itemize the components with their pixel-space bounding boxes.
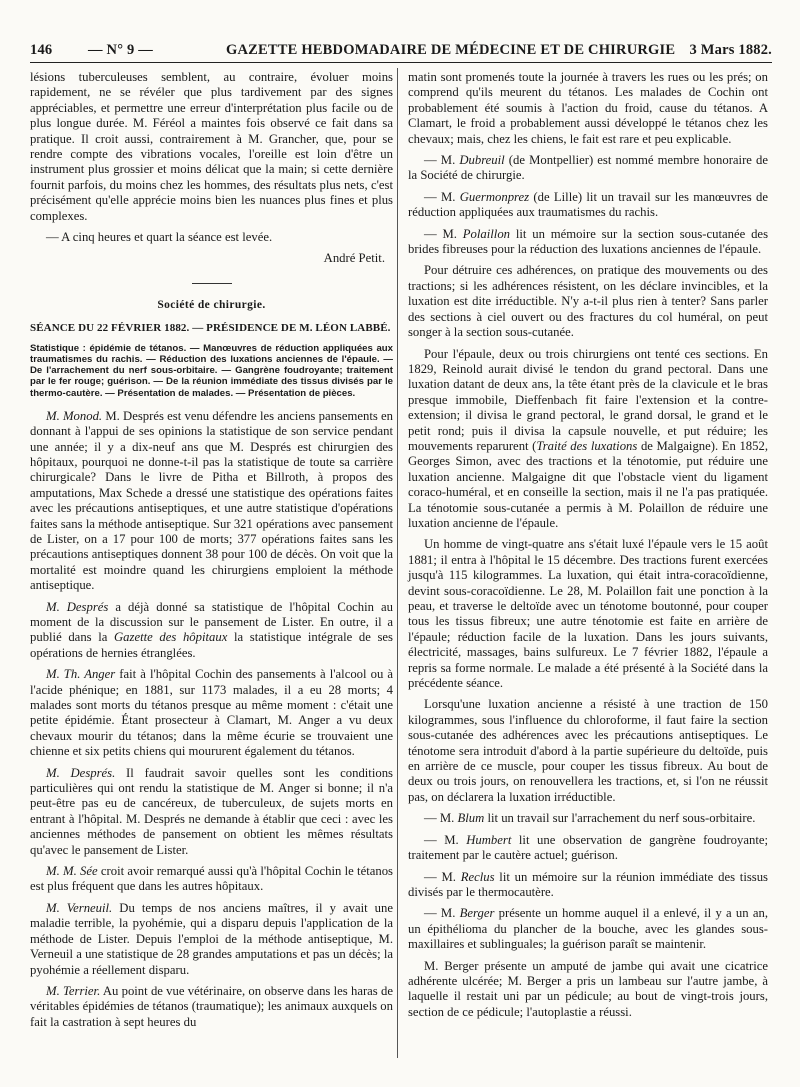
paragraph: — M. Dubreuil (de Montpellier) est nommé membre honoraire de la Société de chirurgie. xyxy=(408,153,769,183)
speaker-name: M. Després xyxy=(46,599,109,614)
paragraph: Lorsqu'une luxation ancienne a résisté à une traction de 150 kilogrammes, sous l'influence du chloroforme, il faut faire la section sous-cutanée des adhérences avec les précautions antiseptiques. Le ténotome sera introduit d'abord à la partie supérieure du deltoïde, puis en arrière de ce muscle, pour couper les tissus fibreux. Au bout de deux ou trois jours, on renouvellera les tractions, et, si l'on ne réussit pas, on déclarera la luxation irréductible. xyxy=(408,697,768,804)
speaker-name: M. M. Sée xyxy=(46,864,98,879)
paragraph: M. Després. Il faudrait savoir quelles sont les conditions particulières qui ont rendu la statistique de M. Anger si bonne; il n'a peut-être pas eu de cancéreux, de tuberculeux, de sujets morts en entrant à l'hôpital. M. Després ne demande à établir que ceci : avec les anciennes méthodes de pansement on obtient les mêmes résultats qu'avec le pansement de Lister. xyxy=(30,765,393,857)
paragraph: matin sont promenés toute la journée à travers les rues ou les prés; on comprend qu'ils meurent du tétanos. Les malades de Cochin ont probablement été soumis à l'action du froid, cause du tétanos. A Clamart, le froid a probablement aussi développé le tétanos chez les chevaux; mais, chez les chiens, le fait est rare et peu explicable. xyxy=(408,70,768,146)
paragraph: lésions tuberculeuses semblent, au contraire, évoluer moins rapidement, ne se révéler que plus tardivement par des signes appréciables, et permettre une erreur d'interprétation plus facile ou de plus longue durée. M. Féréol a maintes fois observé ce fait dans sa pratique. Il croit aussi, contrairement à M. Grancher, que, pour se rendre compte des vibrations vocales, l'oreille est loin d'être un instrument plus grossier et moins délicat que la main; si cette dernière fournit parfois, du moins chez les hommes, des résultats plus nets, c'est précisément qu'elle apprécie moins bien les nuances plus fines et plus complexes. xyxy=(30,70,393,223)
paragraph: Pour l'épaule, deux ou trois chirurgiens ont tenté ces sections. En 1829, Reinold aurait divisé le tendon du grand pectoral. Dans une luxation datant de deux ans, la tête étant près de la clavicule et le bras presque immobile, Dieffenbach fit faire l'extension et la contre-extension; il divisa le grand pectoral, le grand dorsal, le grand et le petit rond; puis il divisa la capsule nouvelle, et put réduire; les mouvements reparurent (Traité des luxations de Malgaigne). En 1852, Georges Simon, avec des tractions et la ténotomie, put réduire une luxation ancienne. Malgaigne dit que l'obstacle vient du ligament coraco-huméral, et en conseille la section, mais il ne l'a pas pratiquée. La ténotomie sous-cutanée a permis à M. Polaillon de réduire une luxation ancienne de l'épaule. xyxy=(408,346,768,530)
paragraph: — M. Guermonprez (de Lille) lit un travail sur les manœuvres de réduction appliquées aux traumatismes du rachis. xyxy=(408,189,768,220)
session-heading: SÉANCE DU 22 FÉVRIER 1882. — PRÉSIDENCE DE M. LÉON LABBÉ. xyxy=(30,322,391,335)
paragraph: Un homme de vingt-quatre ans s'était luxé l'épaule vers le 15 août 1881; il entra à l'hôpital le 15 décembre. Des tractions furent exercées jusqu'à 115 kilogrammes. La luxation, qui était intra-coracoïdienne, devint sous-coracoïdienne. Le 28, M. Polaillon fait une ponction à la peau, et traverse le deltoïde avec un ténotome boutonné, pour couper tous les tissus fibreux; une autre ténotomie est faite en arrière de l'épaule; réduction facile de la luxation. Dans les jours suivants, électricité, massages, bains sulfureux. Le 7 février 1882, l'épaule a repris sa forme normale. Le malade a été présenté à la Société dans la précédente séance. xyxy=(408,537,768,691)
column-divider xyxy=(397,68,398,1058)
issue-number: — N° 9 — xyxy=(88,42,153,58)
paragraph: — M. Humbert lit une observation de gangrène foudroyante; traitement par le cautère actuel; guérison. xyxy=(408,832,768,863)
speaker-name: M. Monod. xyxy=(46,408,103,423)
paragraph: — M. Reclus lit un mémoire sur la réunion immédiate des tissus divisés par le thermocautère. xyxy=(408,869,768,899)
paragraph: M. Monod. M. Després est venu défendre les anciens pansements en donnant à l'appui de ses opinions la statistique de son service pendant une année; il y a dix-neuf ans que M. Després est chirurgien des hôpitaux, pourquoi ne donne-t-il pas la statistique de toute sa carrière chirurgicale? Dans le livre de Pitha et Billroth, à propos des amputations, Max Schede a dressé une statistique des opérations faites avec les précautions antiseptiques, et une autre statistique d'opérations faites sans la méthode antiseptique. Sur 321 opérations avec pansement de Lister, on a 17 pour 100 de morts; 377 opérations faites sans les précautions antiseptiques donnent 38 pour 100 de décès. On voit que la mortalité est moindre quand les chirurgiens emploient la méthode antiseptique. xyxy=(30,408,394,593)
page-number: 146 xyxy=(30,42,53,58)
paragraph: — M. Blum lit un travail sur l'arrachement du nerf sous-orbitaire. xyxy=(424,811,756,826)
speaker-name: M. Terrier. xyxy=(46,983,101,998)
paragraph: — M. Polaillon lit un mémoire sur la section sous-cutanée des brides fibreuses pour la réduction des luxations anciennes de l'épaule. xyxy=(408,226,769,257)
section-heading: Société de chirurgie. xyxy=(157,298,266,311)
speaker-name: Dubreuil xyxy=(459,153,505,168)
paragraph: M. Berger présente un amputé de jambe qui avait une cicatrice adhérente ulcérée; M. Berger a pris un lambeau sur l'autre jambe, à laquelle il restait uni par un pédicule; au bout de vingt-trois jours, section de ce pédicule; l'autoplastie a réussi. xyxy=(408,958,768,1019)
paragraph: M. Th. Anger fait à l'hôpital Cochin des pansements à l'alcool ou à l'acide phénique; en 1881, sur 1173 malades, il a eu 28 morts; 4 malades sont morts du tétanos presque au même moment : c'était une petite épidémie. Étant prosecteur à Clamart, M. Anger a vu deux chevaux mourir du tétanos; dans la même écurie se trouvaient une chienne et six petits chiens qui moururent également du tétanos. xyxy=(30,667,394,759)
paragraph: M. Després a déjà donné sa statistique de l'hôpital Cochin au moment de la discussion sur le pansement de Lister. En outre, il a publié dans la Gazette des hôpitaux la statistique intégrale de ses opérations de hernies étranglées. xyxy=(30,599,394,660)
speaker-name: Blum xyxy=(457,811,485,826)
journal-title: GAZETTE HEBDOMADAIRE DE MÉDECINE ET DE CHIRURGIE xyxy=(226,42,676,58)
session-summary: Statistique : épidémie de tétanos. — Manœuvres de réduction appliquées aux traumatismes du rachis. — Réduction des luxations anciennes de l'épaule. — De l'arrachement du nerf sous-orbitaire. — Gangrène foudroyante; traitement par le fer rouge; guérison. — De la réunion immédiate des tissus divisés par le thermo-cautère. — Présentation de malades. — Présentation de pièces. xyxy=(30,342,393,399)
paragraph: — A cinq heures et quart la séance est levée. xyxy=(46,230,273,245)
signature: André Petit. xyxy=(323,251,385,266)
speaker-name: Berger xyxy=(459,906,495,921)
paragraph: M. Terrier. Au point de vue vétérinaire, on observe dans les haras de véritables épidémies de tétanos (traumatique); les animaux auxquels on fait la castration à sept heures du xyxy=(30,983,393,1029)
page-header xyxy=(30,38,772,63)
paragraph: M. Verneuil. Du temps de nos anciens maîtres, il y avait une maladie terrible, la pyohémie, qui a disparu depuis l'application de la méthode de Lister. Depuis l'emploi de la méthode antiseptique, M. Verneuil a une statistique de 28 grandes amputations et pas un décès; la pyohémie a réellement disparu. xyxy=(30,900,393,977)
paragraph: M. M. Sée croit avoir remarqué aussi qu'à l'hôpital Cochin le tétanos est plus fréquent que dans les autres hôpitaux. xyxy=(30,864,393,894)
speaker-name: Polaillon xyxy=(462,226,511,241)
speaker-name: Guermonprez xyxy=(459,189,530,204)
issue-date: 3 Mars 1882. xyxy=(689,42,772,58)
right-column xyxy=(408,70,768,1026)
speaker-name: Humbert xyxy=(466,832,512,847)
speaker-name: M. Th. Anger xyxy=(46,667,116,682)
speaker-name: M. Verneuil. xyxy=(46,900,113,915)
speaker-name: Reclus xyxy=(460,869,495,884)
paragraph: Pour détruire ces adhérences, on pratique des mouvements ou des tractions; si les adhérences résistent, on les déclare invincibles, et la luxation est dite irréductible. N'y a-t-il plus rien à tenter? Sans parler des sections à ciel ouvert ou des fractures du col huméral, on peut songer à la section sous-cutanée. xyxy=(408,263,768,340)
paragraph: — M. Berger présente un homme auquel il a enlevé, il y a un an, un épithélioma du plancher de la bouche, avec les glandes sous-maxillaires et sublinguales; la guérison paraît se maintenir. xyxy=(408,906,769,952)
left-column xyxy=(30,70,393,1036)
separator xyxy=(192,283,232,284)
speaker-name: M. Després. xyxy=(46,765,116,780)
